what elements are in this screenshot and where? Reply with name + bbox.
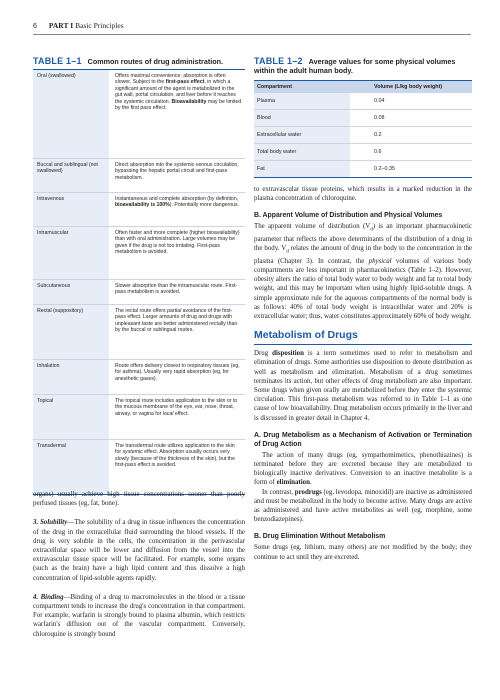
compartment-cell: Fat	[254, 161, 350, 177]
section-heading-metabolism: Metabolism of Drugs	[254, 329, 358, 342]
heading-rule	[254, 344, 472, 345]
paragraph-binding	[33, 593, 245, 639]
term-bold: elimination	[276, 479, 310, 487]
route-cell: Intravenous	[33, 193, 109, 226]
volume-cell: 0.2–0.35	[374, 166, 395, 172]
route-cell: Inhalation	[33, 360, 109, 394]
term-bold: first-pass effect	[165, 79, 205, 86]
text-run: is a term sometimes used to refer to metabolism and elimination of drugs. Some authorities use disposition to denote distribution as well as metabolism and elimination. Metabolism of a drug sometimes terminates its action, but other effects of drug metabolism are also important. Some drugs when given orally are metabolized before they enter the systemic circulation. This first-pass metabolism was referred to in Table 1–1 as one cause of low bioavailability. Drug metabolism occurs primarily in the liver and is discussed in greater detail in Chapter 4.	[254, 350, 473, 422]
text-run: —Binding of a drug to macromolecules in the blood or a tissue compartment tends to increase the drug's concentration in that compartment. For example, warfarin is strongly bound to plasma albumin, which restricts warfarin's diffusion out of the vascular compartment. Conversely, chloroquine is strongly bound	[33, 593, 245, 638]
section-heading-volume: B. Apparent Volume of Distribution and Physical Volumes	[254, 212, 443, 220]
table1-title: Common routes of drug administration.	[87, 57, 224, 66]
text-run: The topical route includes application to the skin or to the mucous membrane of the eye, ear, nose, throat, airway, or vagina for	[115, 398, 238, 417]
description-cell	[109, 440, 245, 494]
table-row	[33, 440, 245, 495]
text-run: , in which a significant amount of the agent is metabolized in the gut wall, portal circulation, and liver before it reaches the systemic circulation.	[115, 79, 236, 105]
description-cell	[109, 305, 245, 359]
column-header-volume: Volume (L/kg body weight)	[374, 84, 443, 90]
table1	[33, 69, 245, 495]
text-run: In contrast,	[262, 488, 295, 496]
term-bold: Bioavailability	[171, 98, 207, 105]
table-row	[33, 193, 245, 227]
description-cell	[109, 193, 245, 226]
right-column-text	[254, 185, 472, 562]
description-cell: Slower absorption than the intramuscular route. First-pass metabolism is avoided.	[115, 283, 238, 296]
compartment-cell: Plasma	[254, 93, 350, 109]
left-column-text	[33, 490, 245, 639]
term-italic: physical	[368, 257, 392, 265]
table2-header-row	[254, 81, 472, 93]
paragraph-disposition	[254, 349, 472, 423]
table1-number: TABLE 1–1	[33, 56, 82, 66]
text-run: Drug	[254, 350, 273, 358]
text-run: relates the amount of drug in the body to the concentration in the plasma (Chapter 3). In contrast, the	[254, 245, 472, 265]
paragraph: organs) usually achieve high tissue concentrations sooner than poorly perfused tissues (eg, fat, bone).	[33, 491, 245, 508]
term-bold: disposition	[272, 350, 304, 358]
description-cell	[109, 70, 245, 158]
table1-caption	[33, 57, 245, 66]
text-run: ) is an important pharmacokinetic parameter that reflects the above determinants of the distribution of a drug in the body. V	[254, 223, 472, 253]
subscript: d	[370, 227, 373, 233]
table-row	[33, 395, 245, 440]
compartment-cell: Blood	[254, 110, 350, 126]
description-cell: Direct absorption into the systemic venous circulation, bypassing the hepatic portal circuit and first-pass metabolism.	[115, 162, 239, 181]
text-run: The action of many drugs (eg, sympathomimetics, phenothiazines) is terminated before they are excreted because they are metabolized to biologically inactive derivatives. Conversion to an inactive metabolite is a form of	[254, 451, 472, 487]
table-row	[33, 70, 245, 159]
text-run: ). Potentially more dangerous.	[169, 202, 239, 209]
term-italic: systemic	[122, 449, 143, 456]
route-cell: Oral (swallowed)	[33, 70, 109, 158]
section-heading-elimination: B. Drug Elimination Without Metabolism	[254, 533, 386, 541]
description-cell	[109, 395, 245, 439]
text-run: The apparent volume of distribution (V	[254, 223, 371, 231]
subscript: d	[286, 249, 289, 255]
text-run: (eg, levodopa, minoxidil) are inactive as administered and must be metabolized in the body to become active. Many drugs are active as administered and have active metabolites as well (eg, morphine, some benzodiazepines).	[254, 488, 473, 524]
term-italic: local	[162, 410, 174, 417]
compartment-cell: Extracellular water	[254, 127, 350, 143]
table2	[254, 80, 472, 178]
volume-cell: 0.6	[374, 149, 382, 155]
term-bold: bioavailability is 100%	[115, 202, 170, 209]
table-row	[33, 227, 245, 280]
text-run: The transdermal route utilizes application to the skin for	[115, 443, 235, 456]
paragraph-termination	[254, 451, 472, 488]
part-title: Basic Principles	[75, 21, 124, 30]
text-run: —The solubility of a drug in tissue influences the concentration of the drug in the extracellular fluid surrounding the blood vessels. If the drug is very soluble in the cells, the concentration in the perivascular extracellular space will be lower and diffusion from the vessel into the extravascular tissue space will be facilitated. For example, some organs (such as the brain) have a high lipid content and thus dissolve a high concentration of lipid-soluble agents rapidly.	[33, 519, 246, 582]
description-cell: Route offers delivery closest to respiratory tissues (eg, for asthma). Usually very rapid absorption (eg, for anesthetic gases).	[115, 363, 240, 382]
table-row	[33, 280, 245, 305]
paragraph-solubility	[33, 518, 245, 582]
paragraph-volume	[254, 222, 472, 321]
table2-caption	[254, 57, 472, 75]
text-run: .	[309, 479, 312, 487]
text-run: The rectal route offers	[115, 308, 168, 314]
table-row	[33, 159, 245, 193]
route-cell: Subcutaneous	[33, 280, 109, 304]
page-number: 6	[33, 23, 37, 30]
section-heading-activation: A. Drug Metabolism as a Mechanism of Activation or Termination of Drug Action	[254, 431, 472, 448]
volume-cell: 0.04	[374, 98, 385, 104]
compartment-cell: Total body water	[254, 144, 350, 160]
route-cell: Topical	[33, 395, 109, 439]
term-italic: partial	[167, 308, 182, 314]
table-row	[33, 360, 245, 395]
route-cell: Rectal (suppository)	[33, 305, 109, 359]
table-row	[254, 161, 472, 178]
text-run: Instantaneous and complete absorption (by definition,	[115, 196, 239, 202]
page-header	[33, 21, 124, 30]
text-run: effect. Absorption usually occurs very slowly (because of the thickness of the skin), but the first-pass effect is avoided.	[115, 449, 235, 469]
route-cell: Intramuscular	[33, 227, 109, 279]
table-row	[254, 127, 472, 144]
term-bold: prodrugs	[294, 488, 322, 496]
route-cell: Buccal and sublingual (not swallowed)	[33, 159, 109, 192]
text-run: effect.	[173, 410, 189, 417]
text-run: Offers maximal convenience; absorption is often slower. Subject to the	[115, 73, 226, 86]
text-run: avoidance of the first-pass effect. Larger amounts of drug and drugs with unpleasant taste are better administered rectally than by the buccal or sublingual routes.	[115, 308, 238, 334]
volume-cell: 0.2	[374, 132, 382, 138]
text-run: may be limited by the first pass effect.	[115, 98, 242, 112]
volume-cell: 0.08	[374, 115, 385, 121]
column-header-compartment: Compartment	[257, 84, 293, 90]
run-in-heading: 4. Binding	[33, 593, 64, 601]
table2-title: Average values for some physical volumes within the adult human body.	[254, 57, 456, 75]
paragraph: Some drugs (eg, lithium, many others) are not modified by the body; they continue to act until they are excreted.	[254, 544, 472, 561]
table-row	[254, 110, 472, 127]
table-row	[254, 93, 472, 110]
paragraph-prodrugs	[254, 488, 472, 525]
description-cell: Often faster and more complete (higher bioavailability) than with oral administration. Large volumes may be given if the drug is not too irritating. First-pass metabolism is avoided.	[115, 230, 240, 256]
table-row	[33, 305, 245, 360]
text-run: volumes of various body compartments are less important in pharmacokinetics (Table 1–2). However, obesity alters the ratio of total body water to body weight and fat to total body weight, and this may be important when using highly lipid-soluble drugs. A simple approximate rule for the aqueous compartments of the normal body is as follows: 40% of total body weight is intracellular water and 20% is extracellular water; thus, water constitutes approximately 60% of body weight.	[254, 257, 472, 320]
header-rule	[33, 34, 471, 35]
table-row	[254, 144, 472, 161]
part-label: PART I	[48, 21, 74, 30]
run-in-heading: 3. Solubility	[33, 519, 68, 527]
route-cell: Transdermal	[33, 440, 109, 494]
table2-number: TABLE 1–2	[254, 56, 303, 66]
paragraph: to extravascular tissue proteins, which results in a marked reduction in the plasma concentration of chloroquine.	[254, 186, 472, 203]
